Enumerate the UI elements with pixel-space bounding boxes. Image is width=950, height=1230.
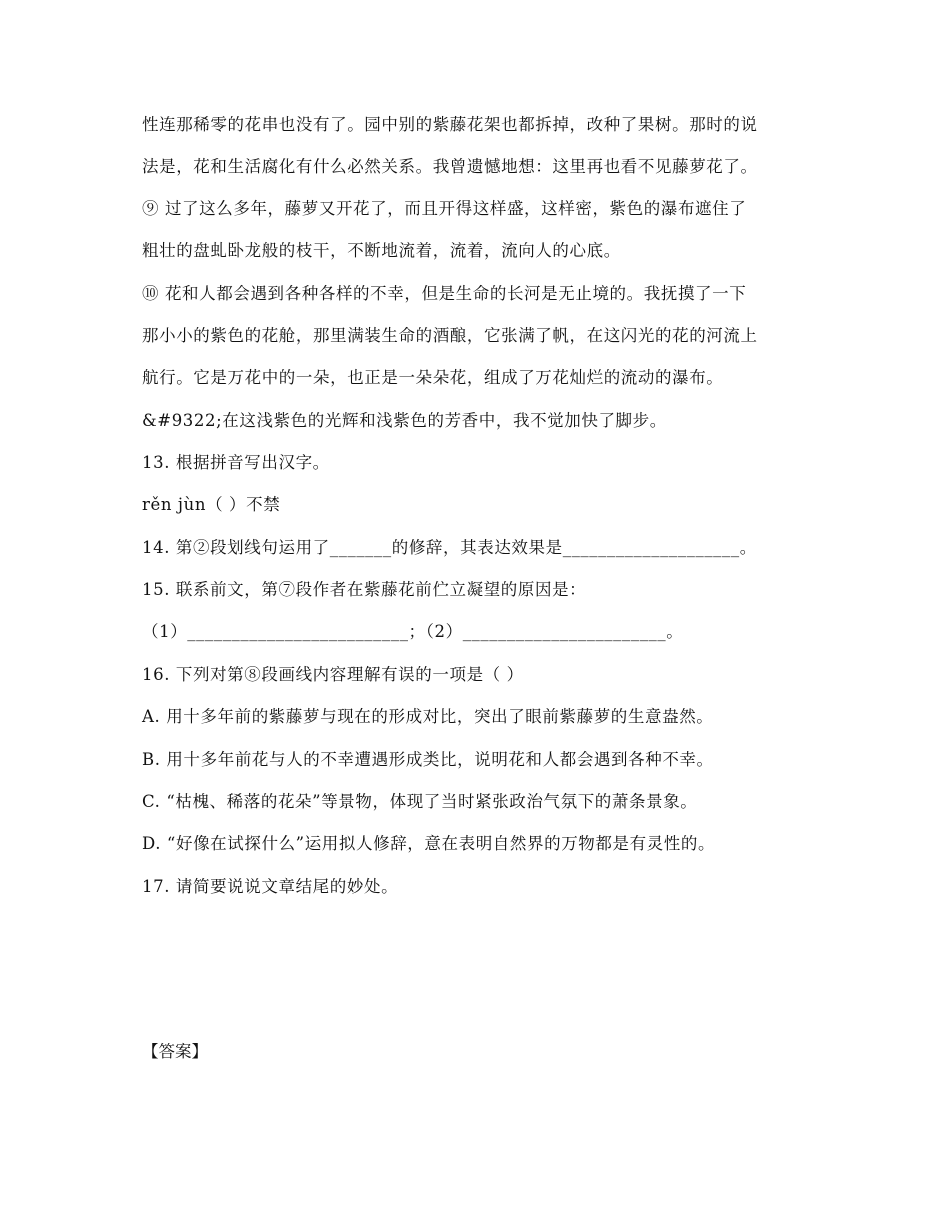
paragraph-9-line-2: 粗壮的盘虬卧龙般的枝干，不断地流着，流着，流向人的心底。 bbox=[142, 241, 621, 260]
paragraph-10-line-3: 航行。它是万花中的一朵，也正是一朵朵花，组成了万花灿烂的流动的瀑布。 bbox=[142, 368, 724, 387]
paragraph-9-line-1: ⑨ 过了这么多年，藤萝又开花了，而且开得这样盛，这样密，紫色的瀑布遮住了 bbox=[142, 199, 747, 218]
question-14: 14. 第②段划线句运用了_______的修辞，其表达效果是____________________。 bbox=[142, 538, 757, 557]
paragraph-11-line: &#9322;在这浅紫色的光辉和浅紫色的芳香中，我不觉加快了脚步。 bbox=[142, 411, 667, 430]
question-16-option-c: C. “枯槐、稀落的花朵”等景物，体现了当时紧张政治气氛下的萧条景象。 bbox=[142, 792, 698, 811]
question-13: 13. 根据拼音写出汉字。 bbox=[142, 453, 330, 472]
question-16-option-d: D. “好像在试探什么”运用拟人修辞，意在表明自然界的万物都是有灵性的。 bbox=[142, 834, 716, 853]
paragraph-10-line-1: ⑩ 花和人都会遇到各种各样的不幸，但是生命的长河是无止境的。我抚摸了一下 bbox=[142, 284, 747, 303]
question-16: 16. 下列对第⑧段画线内容理解有误的一项是（ ） bbox=[142, 665, 524, 684]
question-16-option-b: B. 用十多年前花与人的不幸遭遇形成类比，说明花和人都会遇到各种不幸。 bbox=[142, 750, 714, 769]
question-17: 17. 请简要说说文章结尾的妙处。 bbox=[142, 877, 399, 896]
paragraph-10-line-2: 那小小的紫色的花舱，那里满装生命的酒酿，它张满了帆，在这闪光的花的河流上 bbox=[142, 326, 758, 345]
passage-line-2: 法是，花和生活腐化有什么必然关系。我曾遗憾地想：这里再也看不见藤萝花了。 bbox=[142, 157, 758, 176]
question-15: 15. 联系前文，第⑦段作者在紫藤花前伫立凝望的原因是： bbox=[142, 580, 587, 599]
question-16-option-a: A. 用十多年前的紫藤萝与现在的形成对比，突出了眼前紫藤萝的生意盎然。 bbox=[142, 707, 714, 726]
passage-line-1: 性连那稀零的花串也没有了。园中别的紫藤花架也都拆掉，改种了果树。那时的说 bbox=[142, 115, 758, 134]
answer-label: 【答案】 bbox=[142, 1042, 208, 1061]
question-15-blanks: （1）_________________________；（2）_______________________。 bbox=[142, 622, 684, 641]
question-13-pinyin: rěn jùn（ ）不禁 bbox=[142, 495, 281, 514]
